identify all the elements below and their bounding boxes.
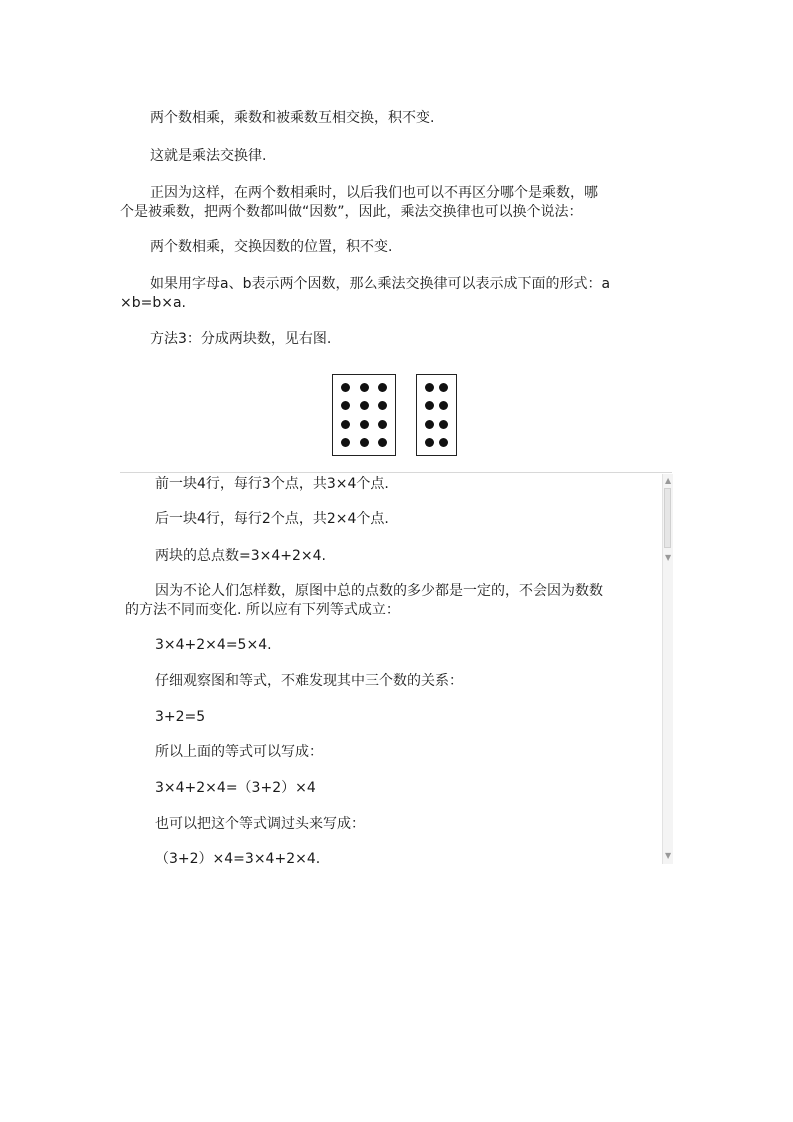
equation-5x4: 3×4+2×4=5×4. — [155, 637, 272, 653]
scroll-panel[interactable] — [120, 472, 672, 865]
scroll-down-arrow-icon[interactable]: ▼ — [665, 851, 672, 860]
left-block-dot — [378, 401, 387, 410]
paragraph-factor-line1: 正因为这样，在两个数相乘时，以后我们也可以不再区分哪个是乘数，哪 — [150, 185, 598, 201]
paragraph-factor-line2: 个是被乘数，把两个数都叫做“因数”，因此，乘法交换律也可以换个说法： — [120, 204, 583, 220]
dot-block-left — [332, 374, 396, 456]
paragraph-swap-factors: 两个数相乘，交换因数的位置，积不变. — [150, 239, 393, 255]
paragraph-observe: 仔细观察图和等式，不难发现其中三个数的关系： — [155, 673, 463, 689]
left-block-dot — [360, 438, 369, 447]
right-block-dot — [439, 438, 448, 447]
left-block-dot — [360, 401, 369, 410]
right-block-dot — [439, 420, 448, 429]
left-block-dot — [378, 420, 387, 429]
paragraph-reason-line2: 的方法不同而变化. 所以应有下列等式成立： — [125, 602, 400, 618]
left-block-dot — [360, 383, 369, 392]
left-block-dot — [360, 420, 369, 429]
paragraph-letters-line2: ×b=b×a. — [120, 295, 186, 311]
right-block-dot — [425, 438, 434, 447]
equation-distributive-reversed: （3+2）×4=3×4+2×4. — [155, 851, 321, 867]
left-block-dot — [341, 401, 350, 410]
right-block-dot — [425, 383, 434, 392]
left-block-dot — [378, 438, 387, 447]
paragraph-total-dots: 两块的总点数=3×4+2×4. — [155, 548, 327, 564]
paragraph-back-block: 后一块4行，每行2个点，共2×4个点. — [155, 511, 389, 527]
left-block-dot — [378, 383, 387, 392]
equation-distributive: 3×4+2×4=（3+2）×4 — [155, 780, 316, 796]
scroll-mid-arrow-icon[interactable]: ▼ — [665, 553, 672, 562]
paragraph-letters-line1: 如果用字母a、b表示两个因数，那么乘法交换律可以表示成下面的形式：a — [150, 276, 611, 292]
paragraph-commutative-name: 这就是乘法交换律. — [150, 148, 267, 164]
right-block-dot — [439, 401, 448, 410]
vertical-scrollbar[interactable] — [662, 474, 673, 864]
paragraph-reverse: 也可以把这个等式调过头来写成： — [155, 816, 365, 832]
left-block-dot — [341, 420, 350, 429]
left-block-dot — [341, 383, 350, 392]
paragraph-reason-line1: 因为不论人们怎样数，原图中总的点数的多少都是一定的，不会因为数数 — [155, 583, 603, 599]
right-block-dot — [439, 383, 448, 392]
dot-block-right — [416, 374, 457, 456]
left-block-dot — [341, 438, 350, 447]
paragraph-can-write: 所以上面的等式可以写成： — [155, 744, 323, 760]
equation-3-plus-2: 3+2=5 — [155, 709, 206, 725]
paragraph-commutative-statement: 两个数相乘，乘数和被乘数互相交换，积不变. — [150, 110, 435, 126]
right-block-dot — [425, 401, 434, 410]
scroll-up-arrow-icon[interactable]: ▲ — [665, 476, 672, 485]
scrollbar-thumb[interactable] — [664, 488, 671, 548]
paragraph-method-3: 方法3：分成两块数，见右图. — [150, 331, 332, 347]
paragraph-front-block: 前一块4行，每行3个点，共3×4个点. — [155, 476, 389, 492]
right-block-dot — [425, 420, 434, 429]
